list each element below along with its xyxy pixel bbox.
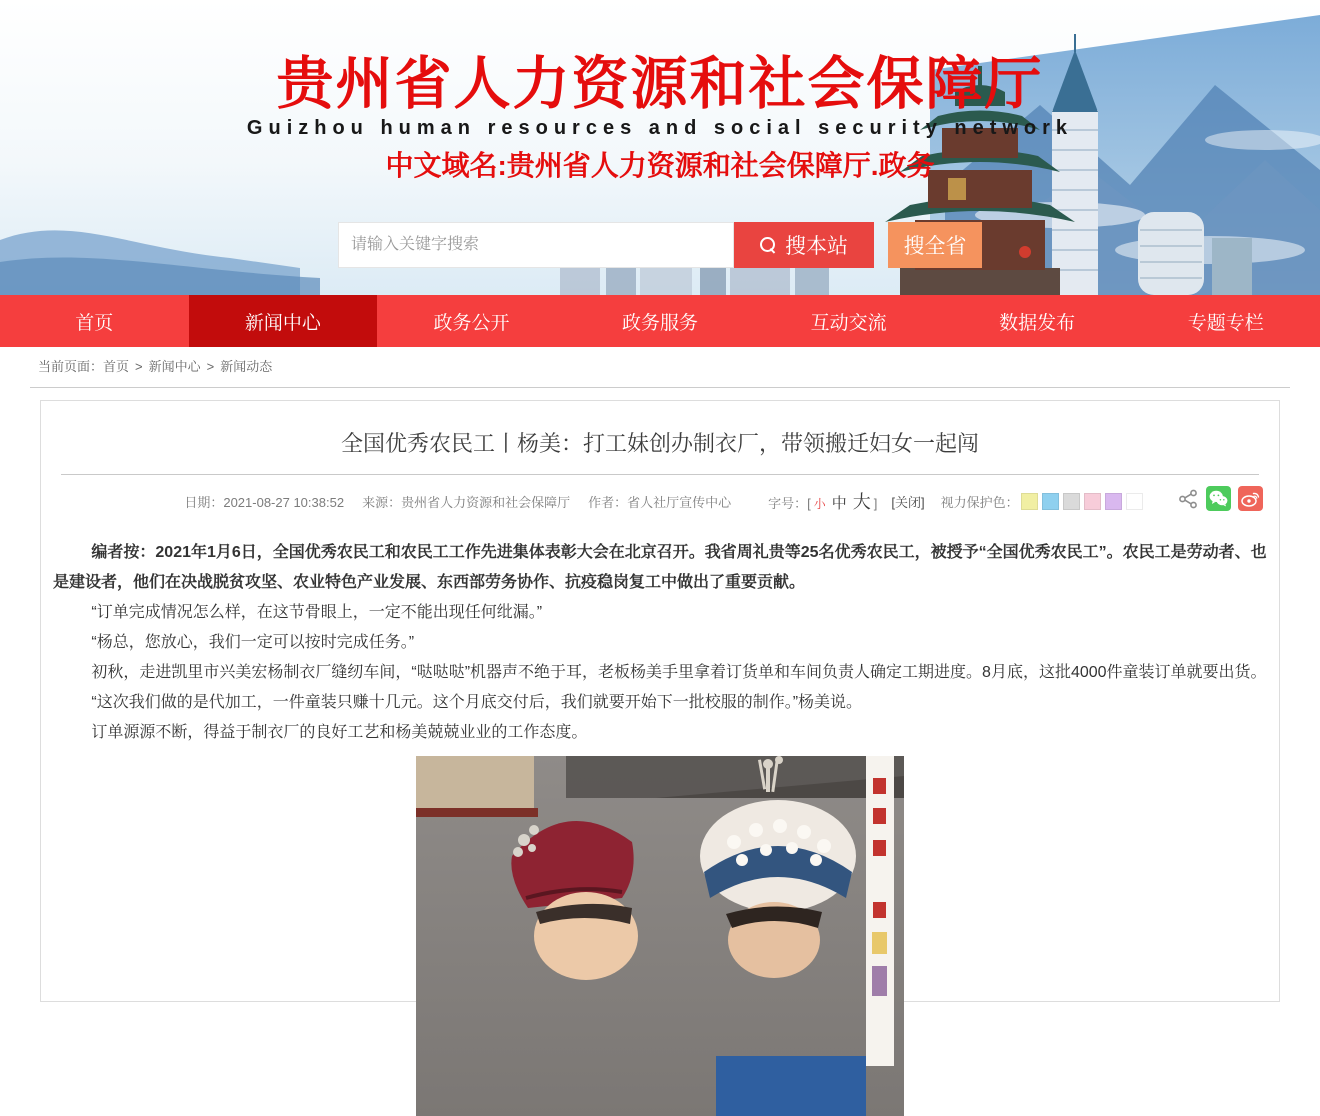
search-site-button[interactable] bbox=[734, 222, 874, 268]
site-chinese-domain: 中文域名:贵州省人力资源和社会保障厅.政务 bbox=[385, 150, 935, 181]
eye-protect-label: 视力保护色： bbox=[940, 494, 1019, 510]
nav-item-data-release[interactable]: 数据发布 bbox=[999, 312, 1076, 334]
article-paragraph: 订单源源不断，得益于制衣厂的良好工艺和杨美兢兢业业的工作态度。 bbox=[91, 724, 588, 741]
eye-protect-swatch-gray[interactable] bbox=[1063, 493, 1080, 510]
weibo-icon[interactable] bbox=[1238, 486, 1263, 511]
eye-protect-control bbox=[941, 492, 1145, 511]
eye-protect-swatch-blue[interactable] bbox=[1042, 493, 1059, 510]
search-province-button[interactable] bbox=[888, 222, 982, 268]
eye-protect-swatch-yellow[interactable] bbox=[1021, 493, 1038, 510]
font-size-control bbox=[768, 488, 877, 514]
article-title: 全国优秀农民工丨杨美：打工妹创办制衣厂，带领搬迁妇女一起闯 bbox=[340, 431, 979, 456]
nav-item-special-topics[interactable]: 专题专栏 bbox=[1187, 312, 1264, 334]
breadcrumb bbox=[30, 347, 1290, 388]
share-buttons bbox=[1177, 486, 1263, 511]
article-date: 日期：2021-08-27 10:38:52 bbox=[184, 494, 345, 510]
article-paragraph-editor-note: 编者按：2021年1月6日，全国优秀农民工和农民工工作先进集体表彰大会在北京召开。我省周礼贵等25名优秀农民工，被授予“全国优秀农民工”。农民工是劳动者、也是建设者，他们在决战脱贫攻坚、农业特色产业发展、东西部劳务协作、抗疫稳岗复工中做出了重要贡献。 bbox=[53, 544, 1267, 591]
bracket: ] bbox=[873, 496, 878, 511]
article-paragraph: “这次我们做的是代加工，一件童装只赚十几元。这个月底交付后，我们就要开始下一批校服的制作。”杨美说。 bbox=[91, 694, 863, 711]
main-navigation bbox=[0, 295, 1320, 347]
breadcrumb-news-center-link[interactable]: 新闻中心 bbox=[148, 359, 201, 374]
font-size-small-button[interactable]: 小 bbox=[813, 497, 826, 511]
wechat-icon[interactable] bbox=[1206, 486, 1231, 511]
site-banner bbox=[0, 0, 1320, 295]
article-author: 作者：省人社厅宣传中心 bbox=[588, 494, 732, 510]
close-button[interactable]: [关闭] bbox=[891, 494, 925, 510]
nav-item-home[interactable]: 首页 bbox=[75, 312, 114, 334]
eye-protect-swatch-pink[interactable] bbox=[1084, 493, 1101, 510]
font-size-large-button[interactable]: 大 bbox=[852, 492, 871, 512]
breadcrumb-separator: > bbox=[206, 359, 215, 374]
breadcrumb-separator: > bbox=[135, 359, 143, 374]
article-paragraph: 初秋，走进凯里市兴美宏杨制衣厂缝纫车间，“哒哒哒”机器声不绝于耳，老板杨美手里拿着订货单和车间负责人确定工期进度。8月底，这批4000件童装订单就要出货。 bbox=[91, 664, 1267, 681]
site-title: 贵州省人力资源和社会保障厅 bbox=[276, 52, 1044, 116]
article-meta-bar bbox=[41, 488, 1279, 514]
breadcrumb-home-link[interactable]: 首页 bbox=[103, 359, 130, 374]
search-input[interactable] bbox=[338, 222, 734, 268]
search-bar bbox=[0, 222, 1320, 268]
nav-item-gov-services[interactable]: 政务服务 bbox=[622, 312, 699, 334]
breadcrumb-news-dynamics-link[interactable]: 新闻动态 bbox=[220, 359, 273, 374]
font-size-medium-button[interactable]: 中 bbox=[831, 495, 847, 512]
title-divider bbox=[61, 474, 1259, 475]
article-container bbox=[40, 400, 1280, 1002]
font-size-label: 字号： bbox=[768, 496, 808, 511]
breadcrumb-prefix: 当前页面： bbox=[38, 359, 104, 374]
article-source: 来源：贵州省人力资源和社会保障厅 bbox=[362, 494, 571, 510]
search-province-label: 搜全省 bbox=[903, 235, 967, 258]
eye-protect-swatch-white[interactable] bbox=[1126, 493, 1143, 510]
article-paragraph: “订单完成情况怎么样，在这节骨眼上，一定不能出现任何纰漏。” bbox=[91, 604, 543, 621]
nav-item-interaction[interactable]: 互动交流 bbox=[810, 312, 887, 334]
nav-item-gov-info[interactable]: 政务公开 bbox=[433, 312, 510, 334]
search-site-label: 搜本站 bbox=[785, 235, 848, 258]
article-paragraph: “杨总，您放心，我们一定可以按时完成任务。” bbox=[91, 634, 415, 651]
site-subtitle-english: Guizhou human resources and social security network bbox=[246, 117, 1074, 139]
eye-protect-swatch-purple[interactable] bbox=[1105, 493, 1122, 510]
magnifier-icon bbox=[760, 237, 776, 253]
share-nodes-icon[interactable] bbox=[1177, 488, 1199, 510]
article-image bbox=[416, 756, 904, 1116]
bracket: [ bbox=[807, 496, 811, 511]
nav-item-news-center[interactable]: 新闻中心 bbox=[189, 295, 378, 347]
article-body bbox=[41, 514, 1279, 1116]
